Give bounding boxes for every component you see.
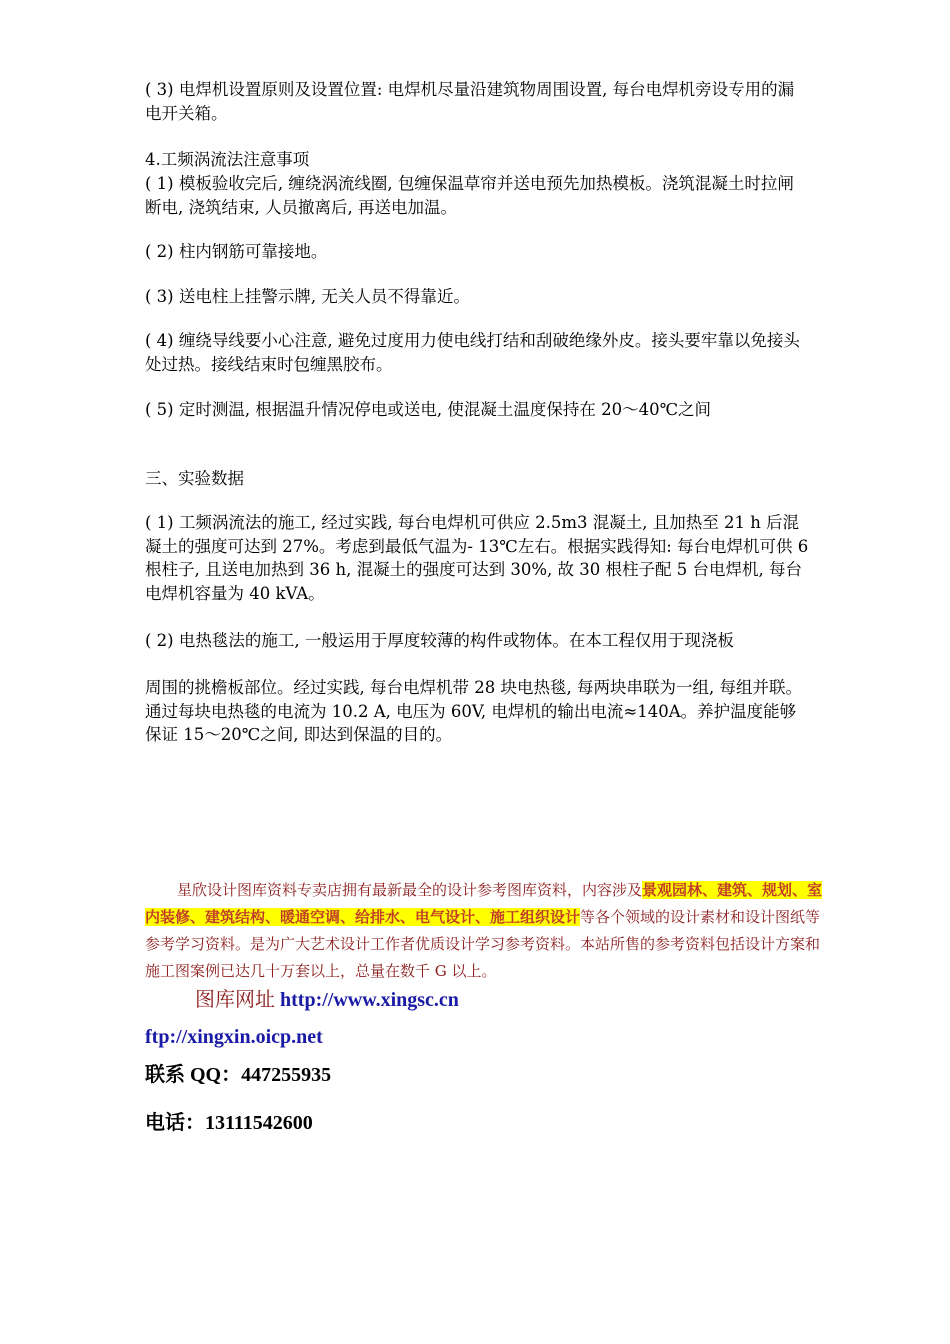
paragraph-experiment-1: ( 1) 工频涡流法的施工, 经过实践, 每台电焊机可供应 2.5m3 混凝土, 且加热至 21 h 后混凝土的强度可达到 27%。考虑到最低气温为- 13℃左右。根据实践得知: 每台电焊机可供 6 根柱子, 且送电加热到 36 h, 混凝土的强度可达到 30%, 故 30 根柱子配 5 台电焊机, 每台电焊机容量为 40 kVA。	[145, 513, 809, 603]
paragraph-note-3: ( 3) 送电柱上挂警示牌, 无关人员不得靠近。	[145, 287, 470, 306]
library-url-link[interactable]: http://www.xingsc.cn	[280, 989, 459, 1011]
advertisement-paragraph	[145, 877, 825, 985]
phone-number: 13111542600	[205, 1112, 313, 1134]
paragraph-experiment-2: ( 2) 电热毯法的施工, 一般运用于厚度较薄的构件或物体。在本工程仅用于现浇板	[145, 631, 734, 650]
ad-highlight: 景观园林、建筑、规划、室内装修、建筑结构、暖通空调、给排水、电气设计、施工组织设计	[145, 881, 823, 926]
qq-line	[145, 1064, 331, 1088]
qq-number: 447255935	[241, 1064, 332, 1086]
ad-text-after: 等各个领域的设计素材和设计图纸等参考学习资料。是为广大艺术设计工作者优质设计学习参考资料。本站所售的参考资料包括设计方案和施工图案例已达几十万套以上，总量在数千 G 以上。	[145, 908, 821, 980]
library-url-line	[195, 988, 459, 1013]
ad-text-before: 星欣设计图库资料专卖店拥有最新最全的设计参考图库资料，内容涉及	[177, 881, 643, 899]
phone-line	[145, 1112, 313, 1136]
section-heading-experiment: 三、实验数据	[145, 469, 244, 488]
paragraph-note-1: ( 1) 模板验收完后, 缠绕涡流线圈, 包缠保温草帘并送电预先加热模板。浇筑混凝土时拉闸断电, 浇筑结束, 人员撤离后, 再送电加温。	[145, 174, 794, 217]
paragraph-note-4: ( 4) 缠绕导线要小心注意, 避免过度用力使电线打结和刮破绝缘外皮。接头要牢靠以免接头处过热。接线结束时包缠黑胶布。	[145, 331, 800, 374]
paragraph-welder-placement: ( 3) 电焊机设置原则及设置位置: 电焊机尽量沿建筑物周围设置, 每台电焊机旁设专用的漏电开关箱。	[145, 80, 795, 123]
paragraph-note-5: ( 5) 定时测温, 根据温升情况停电或送电, 使混凝土温度保持在 20～40℃之间	[145, 400, 712, 419]
library-label: 图库网址	[195, 987, 275, 1011]
paragraph-experiment-2-cont: 周围的挑檐板部位。经过实践, 每台电焊机带 28 块电热毯, 每两块串联为一组, 每组并联。通过每块电热毯的电流为 10.2 A, 电压为 60V, 电焊机的输出电流≈140A。养护温度能够保证 15～20℃之间, 即达到保温的目的。	[145, 678, 802, 744]
paragraph-note-2: ( 2) 柱内钢筋可靠接地。	[145, 242, 328, 261]
ftp-link[interactable]: ftp://xingxin.oicp.net	[145, 1026, 323, 1048]
phone-label: 电话：	[145, 1112, 205, 1134]
qq-label: 联系 QQ：	[145, 1064, 242, 1086]
section-heading-notes: 4.工频涡流法注意事项	[145, 150, 310, 169]
